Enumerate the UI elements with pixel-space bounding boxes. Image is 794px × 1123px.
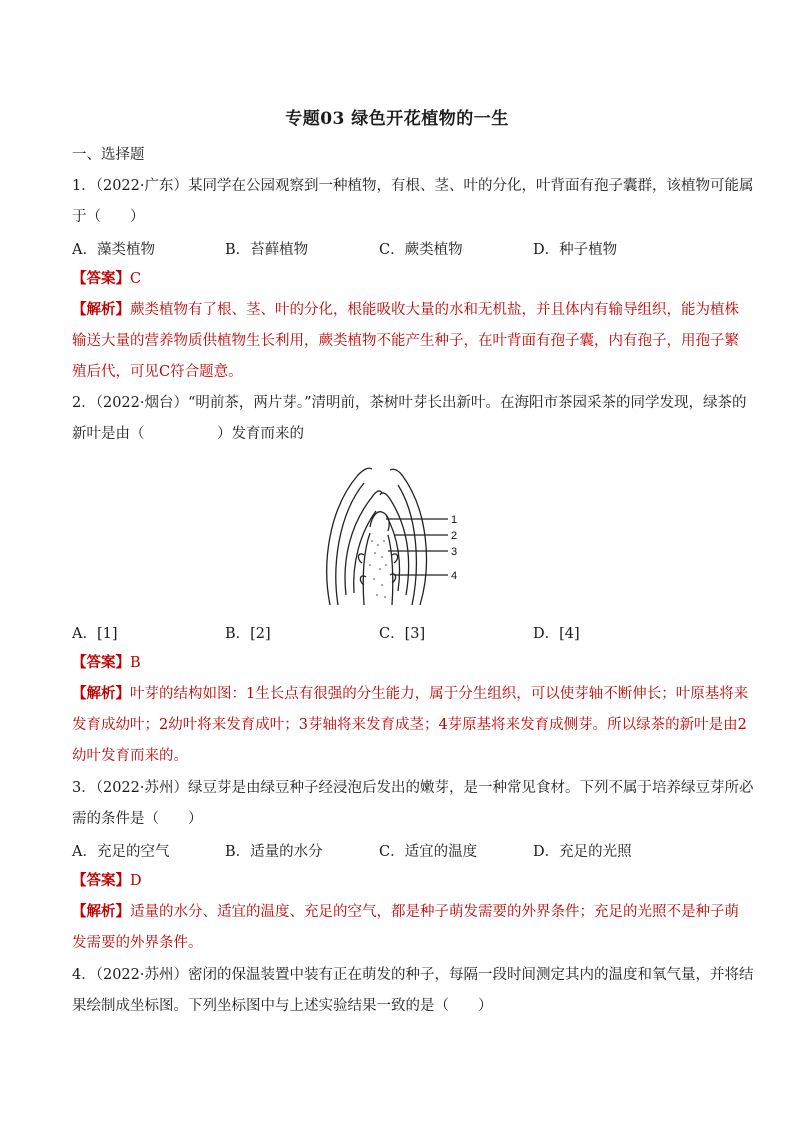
leaf-bud-diagram-svg — [320, 455, 470, 610]
answer-value: B — [130, 655, 141, 671]
question-1-analysis-line-1 — [72, 300, 739, 320]
figure-label-1: 1 — [451, 514, 458, 526]
question-3-option-a: A．充足的空气 — [72, 844, 170, 860]
question-2-option-b: B．[2] — [225, 626, 271, 642]
analysis-label: 【解析】 — [72, 301, 130, 318]
question-1-analysis-line-3: 殖后代，可见C符合题意。 — [72, 364, 243, 380]
question-1-option-c: C．蕨类植物 — [379, 242, 463, 258]
question-3-stem-line-1: 3．（2022·苏州）绿豆芽是由绿豆种子经浸泡后发出的嫩芽，是一种常见食材。下列不属于培养绿豆芽所必 — [72, 780, 754, 796]
young-leaf-right — [380, 493, 409, 595]
question-4-stem-line-1: 4．（2022·苏州）密闭的保温装置中装有正在萌发的种子，每隔一段时间测定其内的温度和氧气量，并将结 — [72, 967, 754, 983]
question-1-answer — [72, 269, 141, 289]
figure-label-2: 2 — [451, 530, 458, 542]
analysis-label: 【解析】 — [72, 903, 130, 920]
answer-label: 【答案】 — [72, 654, 130, 671]
analysis-text: 蕨类植物有了根、茎、叶的分化，根能吸收大量的水和无机盐，并且体内有输导组织，能为植株 — [130, 302, 739, 318]
question-3-option-b: B．适量的水分 — [225, 844, 323, 860]
question-2-analysis-line-2: 发育成幼叶；2幼叶将来发育成叶；3芽轴将来发育成茎；4芽原基将来发育成侧芽。所以绿茶的新叶是由2 — [72, 717, 747, 733]
question-1-option-a: A．藻类植物 — [72, 242, 155, 258]
question-3-analysis-line-1 — [72, 902, 739, 922]
primordium-left — [358, 554, 364, 563]
question-1-option-b: B．苔藓植物 — [225, 242, 309, 258]
answer-value: C — [130, 271, 142, 287]
outer-scale-left — [327, 468, 372, 605]
question-1-options — [72, 238, 692, 258]
question-3-answer — [72, 871, 142, 891]
question-2-options — [72, 622, 692, 642]
question-3-stem-line-2: 需的条件是（ ） — [72, 811, 203, 827]
page-title: 专题03 绿色开花植物的一生 — [285, 109, 509, 129]
answer-label: 【答案】 — [72, 872, 130, 889]
question-4-stem-line-2: 果绘制成坐标图。下列坐标图中与上述实验结果一致的是（ ） — [72, 998, 493, 1014]
question-1-analysis-line-2: 输送大量的营养物质供植物生长利用，蕨类植物不能产生种子，在叶背面有孢子囊，内有孢子，用孢子繁 — [72, 333, 739, 349]
question-2-option-c: C．[3] — [379, 626, 426, 642]
question-3-option-d: D．充足的光照 — [533, 844, 632, 860]
question-3-options — [72, 840, 692, 860]
analysis-text: 叶芽的结构如图：1生长点有很强的分生能力，属于分生组织，可以使芽轴不断伸长；叶原基将来 — [130, 686, 749, 702]
question-2-answer — [72, 653, 141, 673]
question-2-analysis-line-1 — [72, 684, 748, 704]
question-2-stem-line-1: 2．（2022·烟台）“明前茶，两片芽。”清明前，茶树叶芽长出新叶。在海阳市茶园采茶的同学发现，绿茶的 — [72, 395, 747, 411]
question-3-option-c: C．适宜的温度 — [379, 844, 478, 860]
figure-label-4: 4 — [451, 570, 458, 582]
question-1-option-d: D．种子植物 — [533, 242, 618, 258]
question-2-analysis-line-3: 幼叶发育而来的。 — [72, 748, 188, 764]
analysis-label: 【解析】 — [72, 685, 130, 702]
axis-stipple — [369, 540, 387, 598]
bud-axis-left — [363, 533, 370, 605]
question-1-stem-line-2: 于（ ） — [72, 209, 145, 225]
answer-value: D — [130, 873, 142, 889]
analysis-text: 适量的水分、适宜的温度、充足的空气，都是种子萌发需要的外界条件；充足的光照不是种子萌 — [130, 904, 739, 920]
bud-axis-right — [388, 535, 393, 605]
question-2-option-a: A．[1] — [72, 626, 118, 642]
figure-label-3: 3 — [451, 546, 458, 558]
question-1-stem-line-1: 1．（2022·广东）某同学在公园观察到一种植物，有根、茎、叶的分化，叶背面有孢子囊群，该植物可能属 — [72, 178, 754, 194]
question-3-analysis-line-2: 发需要的外界条件。 — [72, 935, 203, 951]
section-heading: 一、选择题 — [72, 147, 145, 163]
answer-label: 【答案】 — [72, 270, 130, 287]
question-2-option-d: D．[4] — [533, 626, 580, 642]
question-2-stem-line-2: 新叶是由（ ）发育而来的 — [72, 426, 304, 442]
leaf-bud-diagram — [320, 455, 470, 610]
